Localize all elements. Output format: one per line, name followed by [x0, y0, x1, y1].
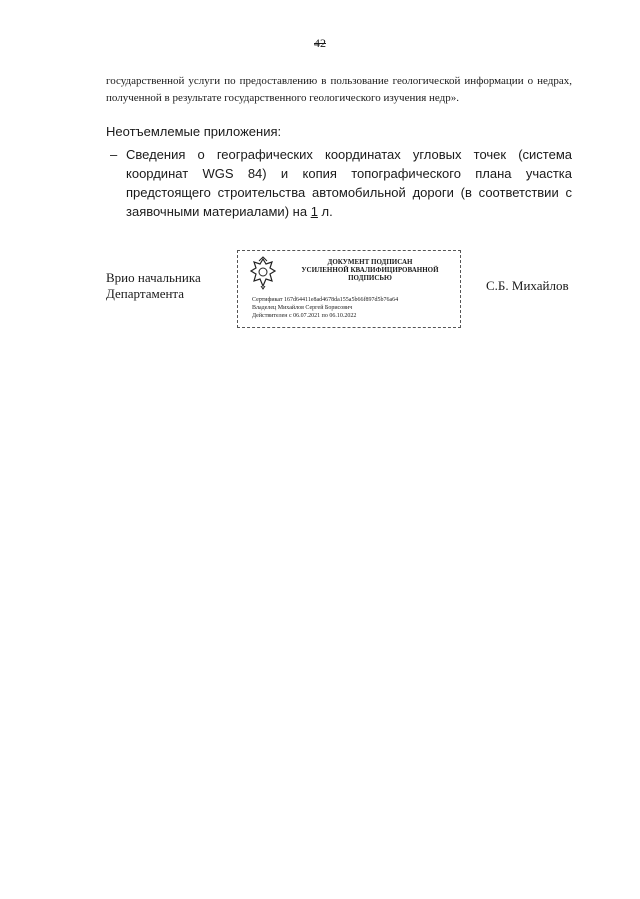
- coat-of-arms-icon: [248, 256, 278, 290]
- page-number: 42: [314, 36, 326, 50]
- appendix-page-count: 1: [310, 204, 318, 219]
- signer-name: С.Б. Михайлов: [486, 278, 569, 293]
- stamp-owner: Владелец Михайлов Сергей Борисович: [252, 305, 353, 311]
- appendix-item-text: [126, 145, 572, 221]
- stamp-title-line-3: ПОДПИСЬЮ: [348, 274, 392, 282]
- stamp-title-line-1: ДОКУМЕНТ ПОДПИСАН: [327, 258, 413, 266]
- list-bullet: –: [110, 147, 118, 162]
- signer-position: [106, 270, 201, 302]
- appendix-item-suffix: л.: [321, 204, 333, 219]
- paragraph-continuation: государственной услуги по предоставлению в пользование геологической информации о недрах, полученной в результате государственного геологического изучения недр».: [106, 75, 572, 104]
- signer-position-line-1: Врио начальника: [106, 270, 201, 285]
- electronic-signature-stamp: [237, 250, 461, 328]
- stamp-title: [284, 258, 456, 282]
- appendix-list-item: [110, 145, 572, 221]
- signer-position-line-2: Департамента: [106, 286, 185, 301]
- stamp-validity: Действителен с 06.07.2021 по 06.10.2022: [252, 313, 357, 319]
- stamp-details: [252, 296, 398, 320]
- stamp-title-line-2: УСИЛЕННОЙ КВАЛИФИЦИРОВАННОЙ: [301, 266, 439, 274]
- stamp-certificate: Сертификат 167d64411e8ad4678da155a5b66f897d5b76a64: [252, 297, 399, 303]
- appendix-heading: Неотъемлемые приложения:: [106, 124, 282, 139]
- appendix-item-description: Сведения о географических координатах угловых точек (система координат WGS 84) и копия топографического плана участка предстоящего строительства автомобильной дороги (в соответствии с заявочными материалами) на: [126, 147, 572, 219]
